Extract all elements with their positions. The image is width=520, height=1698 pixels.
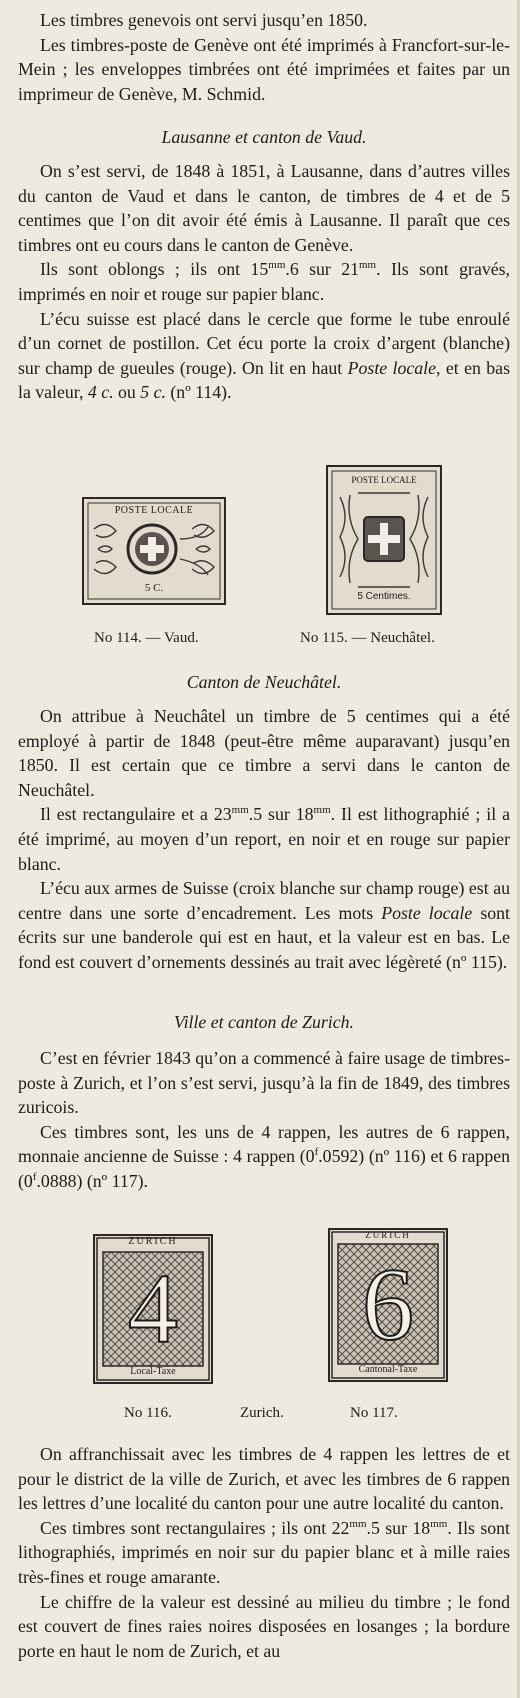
caption-zurich: Zurich. [240, 1405, 284, 1421]
zurich-paragraph-4: Ces timbres sont rectangulaires ; ils ont $22^{mm}.5$ sur $18^{mm}$. Ils sont lithographiés, imprimés en noir sur du papier blanc et à mille raies très-fines et rouge amarante. [18, 1517, 510, 1587]
stamp-114-vaud [82, 497, 226, 605]
intro-line: Les timbres genevois ont servi jusqu’en 1850. [40, 10, 368, 30]
stamp-116-bottom-text: Local-Taxe [130, 1366, 176, 1377]
section-heading-neuchatel: Canton de Neuchâtel. [186, 672, 342, 692]
zurich-continued [18, 1442, 510, 1663]
caption-115: No 115. — Neuchâtel. [300, 630, 435, 646]
stamp-115-value: 5 Centimes. [357, 591, 411, 602]
stamp-117-bottom-text: Cantonal-Taxe [358, 1364, 418, 1375]
stamp-115-top-text: POSTE LOCALE [351, 475, 417, 485]
neuchatel-paragraph-2: Il est rectangulaire et a $23^{mm}.5$ sur $18^{mm}$. Il est lithographié ; il a été imprimé, au moyen d’un report, en noir et en rouge sur papier blanc. [18, 804, 510, 874]
vaud-section [18, 125, 510, 405]
stamp-117-zurich-6 [328, 1228, 448, 1382]
stamp-115-neuchatel [326, 465, 442, 615]
section-heading-vaud: Lausanne et canton de Vaud. [161, 127, 367, 147]
intro-block [18, 8, 510, 106]
stamp-116-top-text: ZURICH [128, 1236, 178, 1247]
neuchatel-paragraph-3: L’écu aux armes de Suisse (croix blanche sur champ rouge) est au centre dans une sorte d’encadrement. Les mots Poste locale sont écrits sur une banderole qui est en haut, et la valeur est en bas. Le fond est couvert d’ornements dessinés au trait avec légèreté (nº 115). [18, 878, 510, 972]
intro-paragraph: Les timbres-poste de Genève ont été imprimés à Francfort-sur-le-Mein ; les enveloppes timbrées ont été imprimées et faites par un imprimeur de Genève, M. Schmid. [18, 34, 510, 104]
neuchatel-paragraph-1: On attribue à Neuchâtel un timbre de 5 centimes qui a été employé à partir de 1848 (peut-être même auparavant) jusqu’en 1850. Il est certain que ce timbre a servi dans le canton de Neuchâtel. [18, 706, 510, 800]
zurich-paragraph-5: Le chiffre de la valeur est dessiné au milieu du timbre ; le fond est couvert de fines raies noires disposées en losanges ; la bordure porte en haut le nom de Zurich, et au [18, 1591, 510, 1661]
zurich-paragraph-2: Ces timbres sont, les uns de 4 rappen, les autres de 6 rappen, monnaie ancienne de Suisse : 4 rappen (0$^f$.0592) (nº 116) et 6 rappen (0$^f$.0888) (nº 117). [18, 1121, 511, 1191]
neuchatel-section [18, 670, 510, 975]
stamp-117-digit: 6 [362, 1247, 414, 1362]
stamp-114-value: 5 C. [144, 582, 164, 594]
vaud-paragraph-2: Ils sont oblongs ; ils ont $15^{mm}.6$ sur $21^{mm}$. Ils sont gravés, imprimés en noir et rouge sur papier blanc. [18, 259, 510, 304]
caption-117: No 117. [350, 1405, 398, 1421]
section-heading-zurich: Ville et canton de Zurich. [174, 1012, 354, 1032]
stamp-114-top-text: POSTE LOCALE [114, 505, 194, 516]
zurich-paragraph-3: On affranchissait avec les timbres de 4 rappen les lettres de et pour le district de la ville de Zurich, et avec les timbres de 6 rappen les lettres d’une localité du canton pour une autre localité du canton. [18, 1444, 510, 1514]
vaud-paragraph-3: L’écu suisse est placé dans le cercle que forme le tube enroulé d’un cornet de postillon. Cet écu porte la croix d’argent (blanche) sur champ de gueules (rouge). On lit en haut Poste locale, et en bas la valeur, 4 c. ou 5 c. (nº 114). [18, 308, 510, 403]
caption-114: No 114. — Vaud. [94, 630, 199, 646]
stamp-116-digit: 4 [128, 1253, 178, 1364]
vaud-paragraph-1: On s’est servi, de 1848 à 1851, à Lausanne, dans d’autres villes du canton de Vaud et dans le canton, de timbres de 4 et de 5 centimes que l’on dit avoir été émis à Lausanne. Il paraît que ces timbres ont eu cours dans le canton de Genève. [18, 161, 510, 255]
zurich-section [18, 1010, 510, 1194]
stamp-116-zurich-4 [93, 1234, 213, 1384]
caption-116: No 116. [124, 1405, 172, 1421]
zurich-paragraph-1: C’est en février 1843 qu’on a commencé à faire usage de timbres-poste à Zurich, et l’on s’est servi, jusqu’à la fin de 1849, des timbres zuricois. [18, 1048, 510, 1118]
stamp-117-top-text: ZURICH [365, 1230, 411, 1240]
